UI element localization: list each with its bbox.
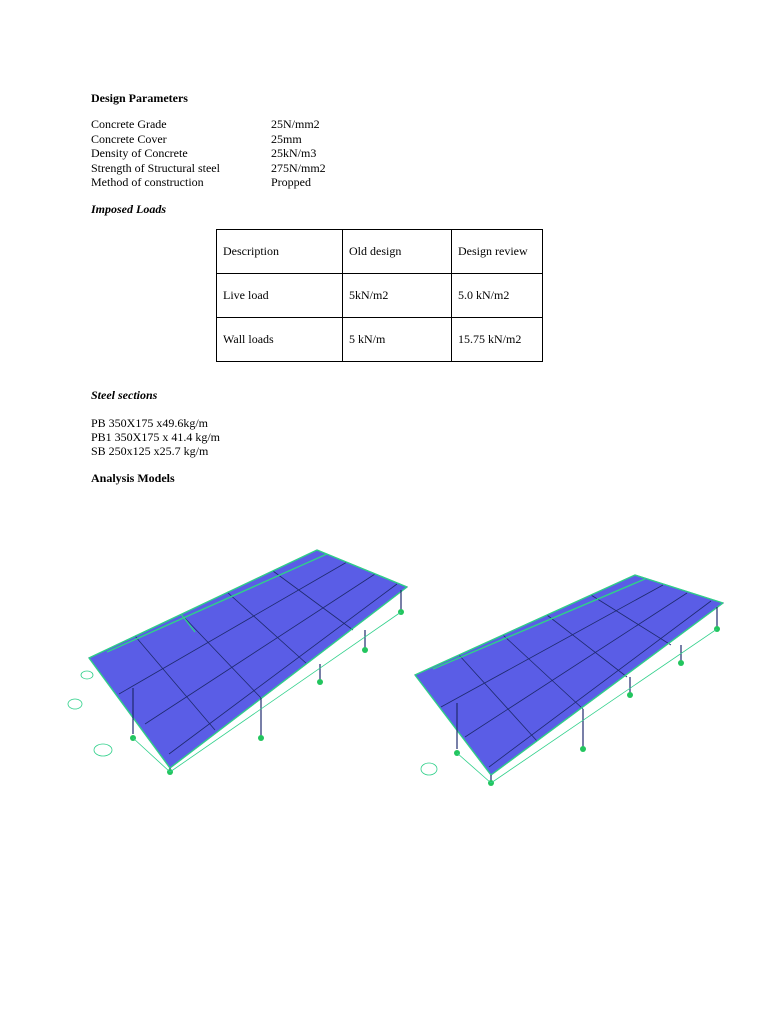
param-value: 25kN/m3	[271, 146, 317, 160]
table-cell: Live load	[217, 274, 343, 318]
param-label: Concrete Grade	[91, 117, 167, 131]
table-cell: Wall loads	[217, 318, 343, 362]
param-label: Method of construction	[91, 175, 204, 189]
param-value: 25mm	[271, 131, 302, 146]
table-header-cell: Old design	[343, 230, 452, 274]
param-row	[91, 146, 326, 161]
table-cell: 5 kN/m	[343, 318, 452, 362]
steel-sections-list	[91, 416, 220, 458]
param-row	[91, 161, 326, 176]
param-value: Propped	[271, 175, 311, 189]
param-row	[91, 117, 326, 132]
param-row	[91, 175, 326, 190]
list-item: SB 250x125 x25.7 kg/m	[91, 444, 209, 458]
param-value: 275N/mm2	[271, 160, 326, 175]
table-row	[217, 318, 543, 362]
param-label: Concrete Cover	[91, 131, 167, 146]
design-parameters-list	[91, 117, 326, 190]
table-header-row	[217, 230, 543, 274]
analysis-model-left-image	[65, 540, 415, 785]
table-header-cell: Description	[217, 230, 343, 274]
design-parameters-heading: Design Parameters	[91, 91, 188, 105]
list-item: PB1 350X175 x 41.4 kg/m	[91, 430, 221, 444]
table-cell: 5.0 kN/m2	[452, 274, 543, 318]
imposed-loads-table	[216, 229, 543, 362]
analysis-models-heading: Analysis Models	[91, 471, 175, 485]
imposed-loads-heading: Imposed Loads	[91, 202, 166, 216]
analysis-model-right-image	[405, 565, 745, 800]
param-row	[91, 132, 326, 147]
table-header-cell: Design review	[452, 230, 543, 274]
table-cell: 5kN/m2	[343, 274, 452, 318]
table-cell: 15.75 kN/m2	[452, 318, 543, 362]
param-value: 25N/mm2	[271, 117, 320, 131]
list-item: PB 350X175 x49.6kg/m	[91, 416, 209, 430]
param-label: Strength of Structural steel	[91, 160, 220, 175]
table-row	[217, 274, 543, 318]
param-label: Density of Concrete	[91, 146, 188, 160]
steel-sections-heading: Steel sections	[91, 388, 158, 402]
